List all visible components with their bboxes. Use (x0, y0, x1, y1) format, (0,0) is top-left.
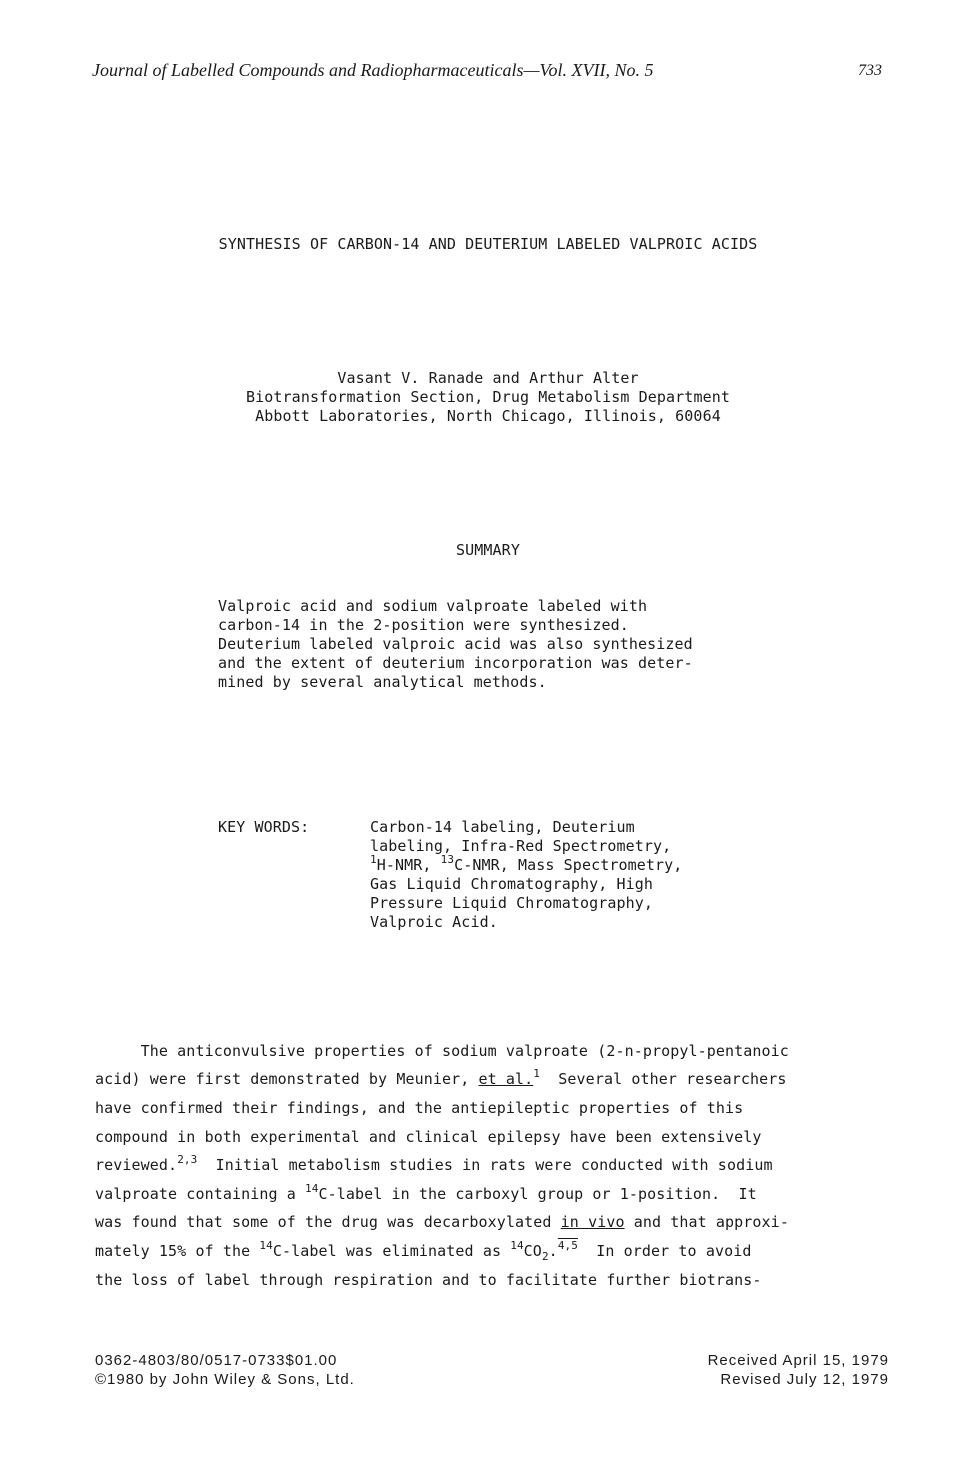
body-text: and that approxi- (624, 1213, 789, 1231)
author-affiliation-section: Biotransformation Section, Drug Metabolism Department (246, 388, 730, 406)
keywords-line: Gas Liquid Chromatography, High (370, 875, 654, 893)
article-code: 0362-4803/80/0517-0733$01.00 (95, 1352, 338, 1369)
summary-line: Deuterium labeled valproic acid was also synthesized (218, 635, 693, 653)
body-text: . (548, 1242, 558, 1260)
body-line: the loss of label through respiration and to facilitate further biotrans- (95, 1271, 762, 1289)
body-text: C-label in the carboxyl group or 1-position. It (318, 1185, 757, 1203)
summary-line: Valproic acid and sodium valproate labeled with (218, 597, 648, 615)
reference-marker: 2,3 (177, 1153, 198, 1166)
body-line (95, 1183, 757, 1205)
author-names: Vasant V. Ranade and Arthur Alter (337, 369, 639, 387)
revised-date: Revised July 12, 1979 (720, 1371, 889, 1388)
body-text: C-label was eliminated as (272, 1242, 511, 1260)
summary-heading: SUMMARY (456, 541, 520, 559)
body-text: In order to avoid (577, 1242, 752, 1260)
reference-marker: 1 (533, 1067, 541, 1080)
in-vivo-term: in vivo (560, 1213, 625, 1231)
reference-marker: 4,5 (557, 1239, 578, 1252)
body-text: mately 15% of the (95, 1242, 260, 1260)
keywords-text: C-NMR, Mass Spectrometry, (454, 856, 683, 874)
body-text: Several other researchers (540, 1070, 787, 1088)
keywords-line: Carbon-14 labeling, Deuterium (370, 818, 635, 836)
keywords-line: labeling, Infra-Red Spectrometry, (370, 837, 672, 855)
body-text: acid) were first demonstrated by Meunier, (95, 1070, 479, 1088)
superscript: 14 (259, 1239, 273, 1252)
body-line (95, 1211, 789, 1233)
keywords-text: H-NMR, (376, 856, 441, 874)
superscript: 14 (510, 1239, 524, 1252)
subscript: 2 (541, 1250, 549, 1263)
body-line (95, 1240, 751, 1262)
superscript: 13 (440, 853, 455, 866)
superscript: 1 (370, 853, 377, 866)
paper-title: SYNTHESIS OF CARBON-14 AND DEUTERIUM LABELED VALPROIC ACIDS (218, 235, 758, 253)
body-text: CO (523, 1242, 542, 1260)
body-text: reviewed. (95, 1156, 178, 1174)
body-text: was found that some of the drug was decarboxylated (95, 1213, 561, 1231)
copyright: ©1980 by John Wiley & Sons, Ltd. (95, 1371, 355, 1388)
body-text: Initial metabolism studies in rats were conducted with sodium (197, 1156, 773, 1174)
received-date: Received April 15, 1979 (707, 1352, 889, 1369)
body-line (95, 1154, 773, 1176)
author-affiliation-address: Abbott Laboratories, North Chicago, Illinois, 60064 (255, 407, 721, 425)
body-line: have confirmed their findings, and the antiepileptic properties of this (95, 1099, 744, 1117)
keywords-label: KEY WORDS: (218, 818, 310, 836)
et-al-citation: et al. (478, 1070, 534, 1088)
summary-line: carbon-14 in the 2-position were synthesized. (218, 616, 629, 634)
superscript: 14 (305, 1182, 319, 1195)
keywords-line: Valproic Acid. (370, 913, 498, 931)
journal-header: Journal of Labelled Compounds and Radiopharmaceuticals—Vol. XVII, No. 5 (92, 60, 654, 80)
summary-line: mined by several analytical methods. (218, 673, 547, 691)
keywords-line: Pressure Liquid Chromatography, (370, 894, 654, 912)
body-line (95, 1068, 787, 1090)
keywords-line (370, 853, 683, 875)
body-line: The anticonvulsive properties of sodium valproate (2-n-propyl-pentanoic (95, 1042, 789, 1060)
body-text: valproate containing a (95, 1185, 306, 1203)
summary-line: and the extent of deuterium incorporation was deter- (218, 654, 693, 672)
page-number: 733 (858, 62, 882, 79)
body-line: compound in both experimental and clinical epilepsy have been extensively (95, 1128, 762, 1146)
